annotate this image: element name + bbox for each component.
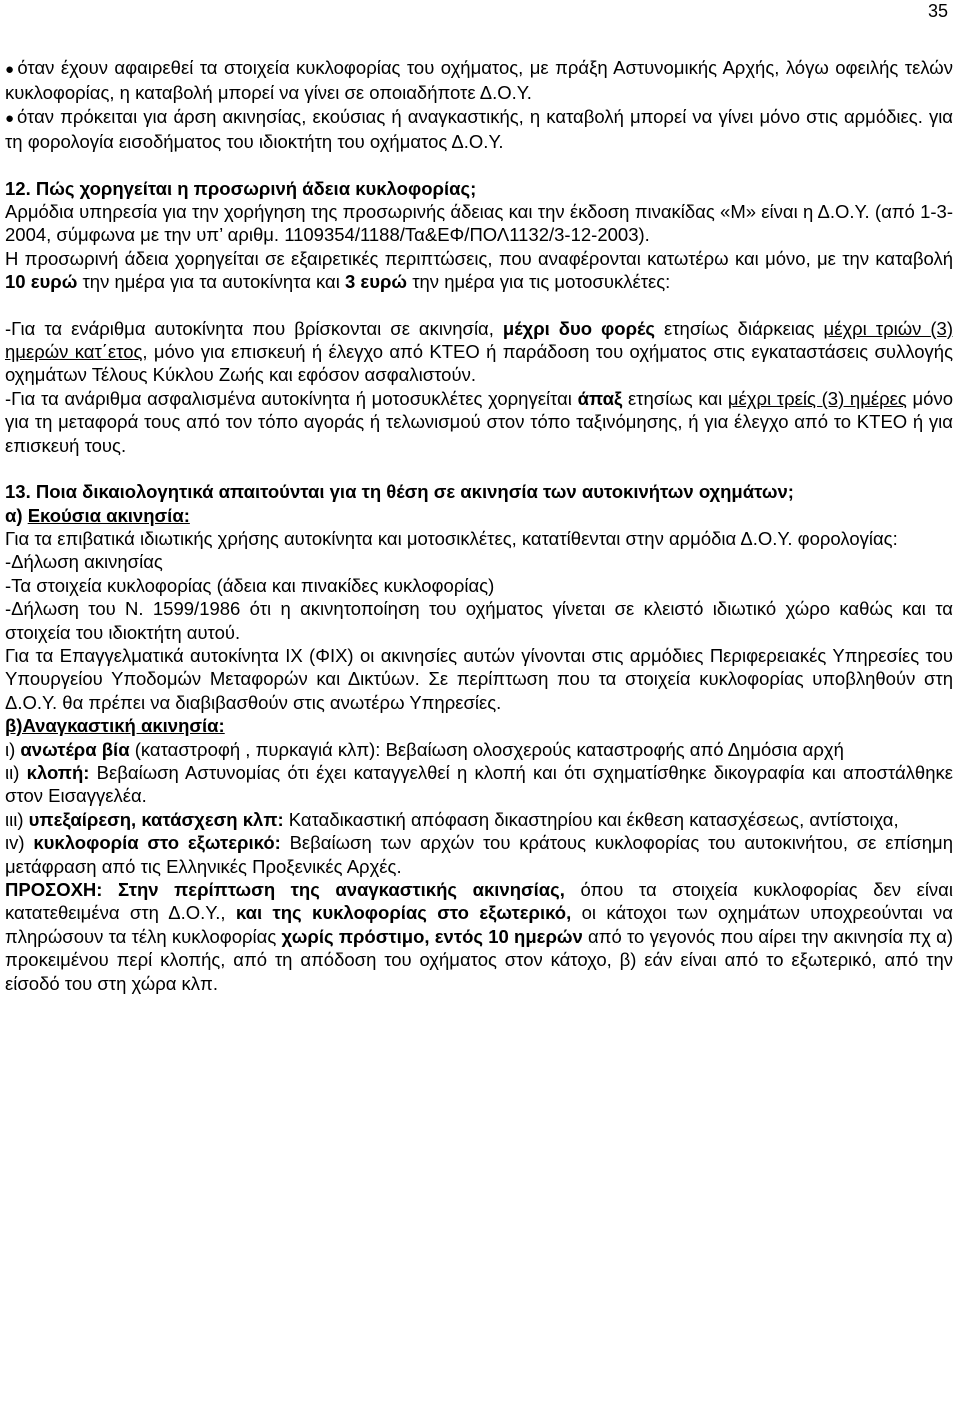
bullet-icon: ●: [5, 109, 16, 127]
voluntary-line: -Δήλωση του Ν. 1599/1986 ότι η ακινητοποίηση του οχήματος γίνεται σε κλειστό ιδιωτικό χώρο καθώς και τα στοιχεία του ιδιοκτήτη αυτού.: [5, 598, 953, 643]
bullet-item: [5, 105, 953, 154]
bullet-icon: ●: [5, 61, 16, 78]
compulsory-item: ιv) κυκλοφορία στο εξωτερικό: Βεβαίωση των αρχών του κράτους κυκλοφορίας του αυτοκινήτου, σε επίσημη μετάφραση από τις Ελληνικές Προξενικές Αρχές.: [5, 832, 953, 877]
voluntary-line: Για τα Επαγγελματικά αυτοκίνητα ΙΧ (ΦΙΧ) οι ακινησίες αυτών γίνονται στις αρμόδιες Περιφερειακές Υπηρεσίες του Υπουργείου Υποδομών Μεταφορών και Δικτύων. Σε περίπτωση που τα στοιχεία κυκλοφορίας υποβληθούν στη Δ.Ο.Υ. θα πρέπει να διαβιβασθούν στις ανωτέρω Υπηρεσίες.: [5, 644, 953, 713]
bullet-text: όταν πρόκειται για άρση ακινησίας, εκούσιας ή αναγκαστικής, η καταβολή μπορεί να γίνει μόνο στις αρμόδιες. για τη φορολογία εισοδήματος του ιδιοκτήτη του οχήματος Δ.Ο.Υ.: [5, 105, 954, 153]
section-12-registered-paragraph: -Για τα ενάριθμα αυτοκίνητα που βρίσκονται σε ακινησία, μέχρι δυο φορές ετησίως διάρκειας μέχρι τριών (3) ημερών κατ΄ετος, μόνο για επισκευή ή έλεγχο από ΚΤΕΟ ή παράδοση του οχήματος στις εγκαταστάσεις συλλογής οχημάτων Τέλους Κύκλου Ζωής και εφόσον ασφαλιστούν.: [5, 317, 953, 386]
compulsory-item: ιιι) υπεξαίρεση, κατάσχεση κλπ: Καταδικαστική απόφαση δικαστηρίου και έκθεση κατασχέσεως, αντίστοιχα,: [5, 808, 899, 830]
voluntary-line: -Τα στοιχεία κυκλοφορίας (άδεια και πινακίδες κυκλοφορίας): [5, 574, 495, 596]
page-number: 35: [927, 1, 948, 21]
section-12-paragraph: Αρμόδια υπηρεσία για την χορήγηση της προσωρινής άδειας και την έκδοση πινακίδας «Μ» είναι η Δ.Ο.Υ. (από 1-3-2004, σύμφωνα με την υπ’ αριθμ. 1109354/1188/Τα&ΕΦ/ΠΟΛ1132/3-12-2003).: [5, 201, 953, 246]
voluntary-line: -Δήλωση ακινησίας: [5, 551, 163, 573]
document-body: [5, 56, 953, 995]
voluntary-line: Για τα επιβατικά ιδιωτικής χρήσης αυτοκίνητα και μοτοσικλέτες, κατατίθενται στην αρμόδια Δ.Ο.Υ. φορολογίας:: [5, 527, 898, 549]
voluntary-heading: α) Εκούσια ακινησία:: [5, 504, 190, 526]
section-12-fee-paragraph: Η προσωρινή άδεια χορηγείται σε εξαιρετικές περιπτώσεις, που αναφέρονται κατωτέρω και μόνο, με την καταβολή 10 ευρώ την ημέρα για τα αυτοκίνητα και 3 ευρώ την ημέρα για τις μοτοσυκλέτες:: [5, 247, 953, 293]
bullet-item: [5, 56, 953, 105]
compulsory-heading: β)Αναγκαστική ακινησία:: [5, 715, 225, 737]
compulsory-item: ιι) κλοπή: Βεβαίωση Αστυνομίας ότι έχει καταγγελθεί η κλοπή και ότι σχηματίσθηκε δικογραφία και αποστάλθηκε στον Εισαγγελέα.: [5, 761, 953, 807]
section-13-heading: 13. Ποια δικαιολογητικά απαιτούνται για τη θέση σε ακινησία των αυτοκινήτων οχημάτων;: [5, 481, 794, 503]
compulsory-item: ι) ανωτέρα βία (καταστροφή , πυρκαγιά κλπ): Βεβαίωση ολοσχερούς καταστροφής από Δημόσια αρχή: [5, 738, 844, 760]
section-12-unregistered-paragraph: -Για τα ανάριθμα ασφαλισμένα αυτοκίνητα ή μοτοσυκλέτες χορηγείται άπαξ ετησίως και μέχρι τρείς (3) ημέρες μόνο για τη μεταφορά τους από τον τόπο αγοράς ή τελωνισμού στον τόπο ταξινόμησης, ή για έλεγχο από το ΚΤΕΟ ή για επισκευή τους.: [5, 387, 953, 456]
section-12-heading: 12. Πώς χορηγείται η προσωρινή άδεια κυκλοφορίας;: [5, 177, 477, 199]
attention-note: ΠΡΟΣΟΧΗ: Στην περίπτωση της αναγκαστικής ακινησίας, όπου τα στοιχεία κυκλοφορίας δεν είναι κατατεθειμένα στη Δ.Ο.Υ., και της κυκλοφορίας στο εξωτερικό, οι κάτοχοι των οχημάτων υποχρεούνται να πληρώσουν τα τέλη κυκλοφορίας χωρίς πρόστιμο, εντός 10 ημερών από το γεγονός που αίρει την ακινησία πχ α) προκειμένου περί κλοπής, από τη απόδοση του οχήματος στον κάτοχο, β) εάν είναι από το εξωτερικό, από την είσοδό του στη χώρα κλπ.: [5, 879, 954, 994]
bullet-text: όταν έχουν αφαιρεθεί τα στοιχεία κυκλοφορίας του οχήματος, με πράξη Αστυνομικής Αρχής, λόγω οφειλής τελών κυκλοφορίας, η καταβολή μπορεί να γίνει σε οποιαδήποτε Δ.Ο.Υ.: [5, 57, 953, 104]
